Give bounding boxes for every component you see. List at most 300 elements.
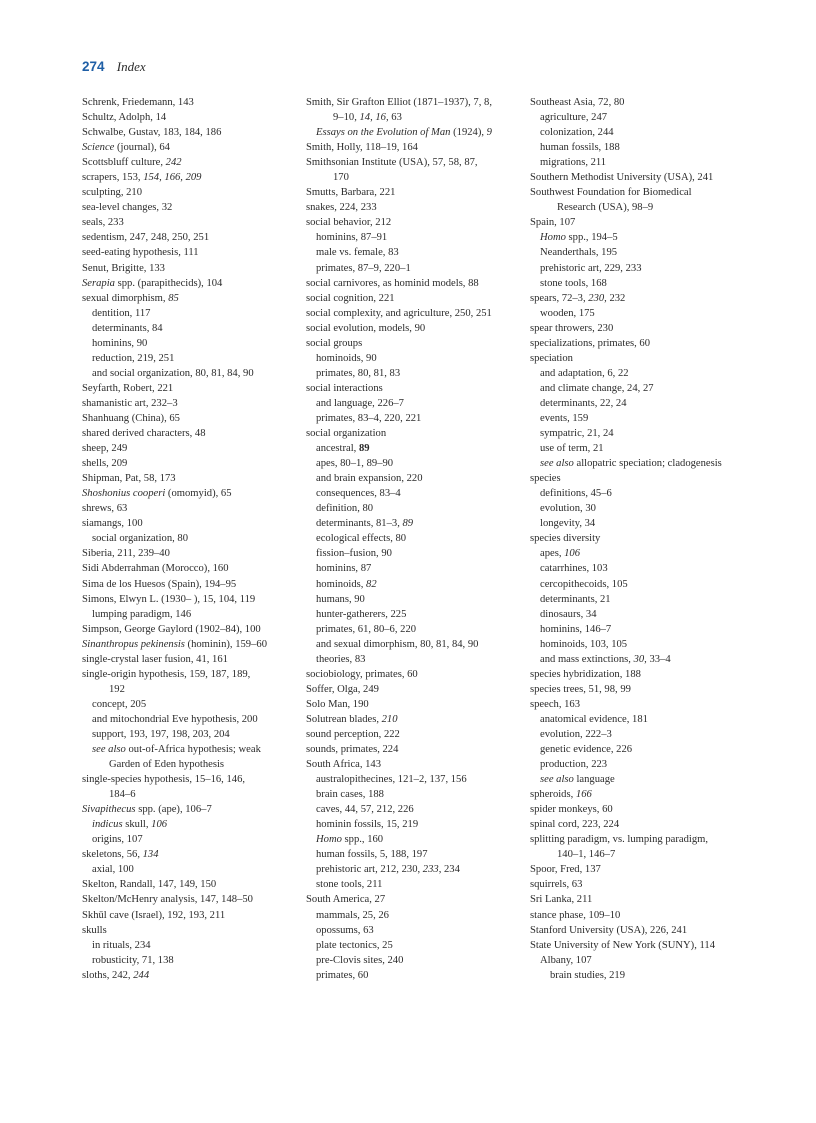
index-entry-text: 230,	[588, 292, 607, 304]
index-entry-text: species trees, 51, 98, 99	[530, 683, 631, 695]
index-entry	[306, 245, 520, 260]
index-entry	[530, 411, 770, 426]
index-entry-text: Smithsonian Institute (USA), 57, 58, 87,	[306, 157, 478, 169]
index-entry	[82, 787, 292, 802]
index-entry-text: social behavior, 212	[306, 217, 392, 229]
index-entry-text: anatomical evidence, 181	[540, 713, 648, 725]
index-entry	[306, 456, 520, 471]
index-entry-text: spp., 194–5	[565, 232, 618, 244]
index-entry-text: specializations, primates, 60	[530, 337, 651, 349]
index-entry-text: opossums, 63	[316, 924, 374, 936]
index-entry	[306, 712, 520, 727]
index-entry-text: Sidi Abderrahman (Morocco), 160	[82, 563, 229, 575]
index-entry-text: Shipman, Pat, 58, 173	[82, 473, 176, 485]
index-entry-text: hominoids, 103, 105	[540, 638, 628, 650]
index-entry	[530, 291, 770, 306]
index-entry-text: agriculture, 247	[540, 112, 608, 124]
index-entry	[82, 697, 292, 712]
index-entry-text: dinosaurs, 34	[540, 608, 597, 620]
index-entry-text: Skhūl cave (Israel), 192, 193, 211	[82, 909, 226, 921]
index-entry-text: primates, 80, 81, 83	[316, 367, 401, 379]
index-entry	[530, 892, 770, 907]
index-entry-text: Schultz, Adolph, 14	[82, 112, 167, 124]
index-entry-text: Smutts, Barbara, 221	[306, 187, 396, 199]
index-entry	[82, 832, 292, 847]
index-entry-text: Southern Methodist University (USA), 241	[530, 172, 714, 184]
index-entry	[530, 546, 770, 561]
index-entry-text: spp. (ape), 106–7	[135, 804, 212, 816]
index-entry-text: hunter-gatherers, 225	[316, 608, 407, 620]
index-entry-text: Neanderthals, 195	[540, 247, 618, 259]
index-entry	[82, 321, 292, 336]
index-entry-text: indicus	[92, 819, 123, 831]
index-entry-text: Siberia, 211, 239–40	[82, 548, 170, 560]
index-entry-text: social organization, 80	[92, 533, 189, 545]
index-entry-text: ancestral,	[316, 443, 359, 455]
index-entry	[530, 306, 770, 321]
index-entry	[530, 486, 770, 501]
index-entry-text: sculpting, 210	[82, 187, 143, 199]
index-entry-text: siamangs, 100	[82, 518, 143, 530]
index-entry-text: definitions, 45–6	[540, 488, 612, 500]
index-entry-text: and sexual dimorphism, 80, 81, 84, 90	[316, 638, 479, 650]
index-entry	[530, 561, 770, 576]
running-title: Index	[116, 59, 146, 74]
index-entry	[530, 802, 770, 817]
index-entry-text: stance phase, 109–10	[530, 909, 621, 921]
index-entry	[306, 772, 520, 787]
index-entry	[530, 742, 770, 757]
index-entry	[530, 125, 770, 140]
index-entry-text: sociobiology, primates, 60	[306, 668, 418, 680]
index-entry-text: plate tectonics, 25	[316, 939, 393, 951]
index-entry	[82, 757, 292, 772]
index-entry-text: longevity, 34	[540, 518, 596, 530]
index-entry	[530, 366, 770, 381]
index-entry	[530, 531, 770, 546]
index-entry	[530, 968, 770, 983]
index-entry-text: species	[530, 473, 561, 485]
index-entry-text: speech, 163	[530, 698, 581, 710]
index-entry-text: hominin fossils, 15, 219	[316, 819, 419, 831]
index-entry-text: social complexity, and agriculture, 250, 251	[306, 307, 492, 319]
index-entry	[306, 622, 520, 637]
index-entry-text: mammals, 25, 26	[316, 909, 389, 921]
index-entry	[306, 95, 520, 110]
index-entry-text: hominins, 90	[92, 337, 148, 349]
index-entry-text: and adaptation, 6, 22	[540, 367, 629, 379]
index-entry-text: and brain expansion, 220	[316, 473, 423, 485]
index-entry	[530, 381, 770, 396]
index-entry	[82, 802, 292, 817]
index-entry-text: squirrels, 63	[530, 879, 583, 891]
index-entry-text: 192	[109, 683, 125, 695]
index-entry-text: hominins, 146–7	[540, 623, 612, 635]
index-entry	[82, 336, 292, 351]
index-entry	[306, 125, 520, 140]
index-entry	[530, 637, 770, 652]
index-entry	[82, 637, 292, 652]
index-entry	[306, 742, 520, 757]
index-entry-text: spp. (parapithecids), 104	[114, 277, 223, 289]
index-entry	[306, 486, 520, 501]
index-entry	[306, 321, 520, 336]
index-entry	[82, 140, 292, 155]
index-entry-text: Skelton/McHenry analysis, 147, 148–50	[82, 894, 253, 906]
index-entry-text: social evolution, models, 90	[306, 322, 426, 334]
index-entry	[530, 321, 770, 336]
index-entry-text: Soffer, Olga, 249	[306, 683, 379, 695]
index-entry	[306, 261, 520, 276]
index-entry	[82, 622, 292, 637]
index-entry-text: stone tools, 211	[316, 879, 383, 891]
index-entry-text: Southwest Foundation for Biomedical	[530, 187, 692, 199]
index-entry-text: events, 159	[540, 412, 589, 424]
index-entry	[306, 351, 520, 366]
index-entry	[306, 185, 520, 200]
index-entry-text: evolution, 222–3	[540, 728, 612, 740]
index-entry-text: 9–10,	[333, 112, 360, 124]
index-entry	[306, 817, 520, 832]
index-entry-text: Homo	[316, 834, 342, 846]
index-entry-text: lumping paradigm, 146	[92, 608, 192, 620]
index-entry	[82, 923, 292, 938]
index-entry	[306, 637, 520, 652]
index-entry	[306, 561, 520, 576]
index-entry	[306, 546, 520, 561]
index-entry-text: sloths, 242,	[82, 969, 134, 981]
index-entry-text: skeletons, 56,	[82, 849, 143, 861]
index-entry	[530, 95, 770, 110]
index-entry-text: single-species hypothesis, 15–16, 146,	[82, 774, 246, 786]
index-entry	[530, 727, 770, 742]
index-entry-text: spinal cord, 223, 224	[530, 819, 620, 831]
index-entry-text: sounds, primates, 224	[306, 744, 399, 756]
index-entry-text: and climate change, 24, 27	[540, 382, 654, 394]
index-entry	[306, 170, 520, 185]
index-entry-text: use of term, 21	[540, 443, 604, 455]
index-entry	[82, 546, 292, 561]
index-entry-text: 233	[422, 864, 439, 876]
index-entry	[82, 261, 292, 276]
index-entry-text: snakes, 224, 233	[306, 202, 377, 214]
index-entry-text: theories, 83	[316, 653, 366, 665]
index-entry-text: hominoids,	[316, 578, 367, 590]
index-entry	[306, 607, 520, 622]
index-entry	[530, 622, 770, 637]
index-entry	[82, 561, 292, 576]
index-entry	[306, 381, 520, 396]
index-entry	[82, 291, 292, 306]
index-entry-text: determinants, 81–3,	[316, 518, 403, 530]
index-entry-text: production, 223	[540, 759, 608, 771]
index-entry	[306, 215, 520, 230]
index-entry	[530, 817, 770, 832]
index-column-1	[82, 95, 292, 983]
index-entry	[82, 426, 292, 441]
index-entry	[530, 757, 770, 772]
index-entry	[530, 426, 770, 441]
index-entry	[82, 396, 292, 411]
index-entry	[82, 366, 292, 381]
index-entry-text: 232	[606, 292, 626, 304]
index-entry-text: sheep, 249	[82, 443, 128, 455]
index-entry	[306, 110, 520, 125]
index-entry-text: spider monkeys, 60	[530, 804, 613, 816]
index-entry	[306, 396, 520, 411]
index-entry-text: genetic evidence, 226	[540, 744, 633, 756]
index-entry-text: and language, 226–7	[316, 397, 404, 409]
index-entry-text: apes, 80–1, 89–90	[316, 458, 394, 470]
index-entry	[530, 697, 770, 712]
index-entry-text: sympatric, 21, 24	[540, 428, 614, 440]
index-entry-text: Southeast Asia, 72, 80	[530, 97, 625, 108]
index-entry-text: Homo	[540, 232, 566, 244]
index-entry-text: seed-eating hypothesis, 111	[82, 247, 199, 259]
index-entry	[530, 652, 770, 667]
index-entry	[306, 847, 520, 862]
index-entry-text: and social organization, 80, 81, 84, 90	[92, 367, 254, 379]
index-entry-text: Smith, Holly, 118–19, 164	[306, 142, 418, 154]
index-entry	[530, 712, 770, 727]
index-entry	[530, 351, 770, 366]
index-entry	[82, 847, 292, 862]
index-entry	[306, 501, 520, 516]
index-entry-text: Garden of Eden hypothesis	[109, 759, 225, 771]
index-entry-text: 106	[151, 819, 168, 831]
index-entry-text: prehistoric art, 229, 233	[540, 262, 642, 274]
index-entry-text: migrations, 211	[540, 157, 607, 169]
index-entry-text: 154, 166, 209	[143, 172, 202, 184]
index-entry	[530, 772, 770, 787]
index-entry	[530, 396, 770, 411]
index-entry-text: 14, 16,	[359, 112, 389, 124]
index-entry-text: 134	[142, 849, 159, 861]
index-entry	[530, 516, 770, 531]
index-entry	[530, 832, 770, 847]
index-entry	[530, 607, 770, 622]
index-entry-text: Seyfarth, Robert, 221	[82, 382, 174, 394]
index-entry-text: Essays on the Evolution of Man	[316, 127, 451, 139]
index-entry	[82, 516, 292, 531]
index-entry-text: language	[573, 774, 615, 786]
index-entry	[82, 742, 292, 757]
index-entry	[82, 968, 292, 983]
index-entry	[530, 230, 770, 245]
index-entry	[306, 652, 520, 667]
index-entry-text: Shoshonius cooperi	[82, 488, 166, 500]
index-entry	[82, 185, 292, 200]
index-entry	[82, 652, 292, 667]
index-entry-text: 106	[564, 548, 581, 560]
index-entry	[530, 336, 770, 351]
index-entry-text: South America, 27	[306, 894, 386, 906]
index-entry-text: Stanford University (USA), 226, 241	[530, 924, 688, 936]
index-entry-text: social organization	[306, 428, 387, 440]
index-entry	[306, 155, 520, 170]
index-entry	[82, 381, 292, 396]
index-entry	[530, 170, 770, 185]
index-entry-text: human fossils, 5, 188, 197	[316, 849, 428, 861]
index-entry-text: robusticity, 71, 138	[92, 954, 174, 966]
index-entry	[82, 471, 292, 486]
index-entry-text: Science	[82, 142, 115, 154]
index-entry-text: prehistoric art, 212, 230,	[316, 864, 423, 876]
index-entry-text: sexual dimorphism,	[82, 292, 169, 304]
index-entry-text: allopatric speciation; cladogenesis	[573, 458, 722, 470]
index-entry	[306, 802, 520, 817]
index-entry-text: sea-level changes, 32	[82, 202, 173, 214]
index-entry-text: Serapia	[82, 277, 115, 289]
index-entry	[306, 892, 520, 907]
index-entry-text: (hominin), 159–60	[184, 638, 267, 650]
index-entry	[82, 170, 292, 185]
index-entry	[530, 592, 770, 607]
index-entry	[82, 667, 292, 682]
index-entry	[82, 862, 292, 877]
index-entry-text: 9	[486, 127, 492, 139]
index-column-2	[306, 95, 520, 983]
index-entry	[306, 667, 520, 682]
index-entry	[82, 95, 292, 110]
index-entry-text: primates, 60	[316, 969, 369, 981]
index-entry-text: Sivapithecus	[82, 804, 136, 816]
index-entry	[82, 953, 292, 968]
index-entry	[306, 923, 520, 938]
index-entry	[306, 426, 520, 441]
index-entry-text: Schrenk, Friedemann, 143	[82, 97, 194, 108]
page-number: 274	[82, 59, 105, 74]
index-entry	[82, 125, 292, 140]
index-entry	[530, 215, 770, 230]
index-entry	[306, 953, 520, 968]
index-entry	[306, 230, 520, 245]
index-entry	[306, 862, 520, 877]
index-entry-text: species hybridization, 188	[530, 668, 641, 680]
index-entry	[530, 908, 770, 923]
index-entry	[306, 787, 520, 802]
index-entry-text: primates, 83–4, 220, 221	[316, 412, 422, 424]
index-entry-text: scrapers, 153,	[82, 172, 144, 184]
index-entry-text: brain studies, 219	[550, 969, 626, 981]
index-entry	[82, 908, 292, 923]
index-entry	[530, 471, 770, 486]
index-entry-text: Senut, Brigitte, 133	[82, 262, 165, 274]
index-entry-text: 244	[133, 969, 150, 981]
index-entry-text: reduction, 219, 251	[92, 352, 175, 364]
index-entry-text: colonization, 244	[540, 127, 614, 139]
index-entry	[82, 351, 292, 366]
index-entry-text: Solutrean blades,	[306, 713, 382, 725]
index-entry	[306, 471, 520, 486]
index-entry-text: seals, 233	[82, 217, 124, 229]
index-entry	[306, 908, 520, 923]
index-entry-text: species diversity	[530, 533, 601, 545]
index-entry-text: 140–1, 146–7	[557, 849, 616, 861]
index-entry	[82, 230, 292, 245]
index-entry-text: sedentism, 247, 248, 250, 251	[82, 232, 210, 244]
index-entry-text: 33–4	[646, 653, 671, 665]
index-entry-text: Simons, Elwyn L. (1930– ), 15, 104, 119	[82, 593, 256, 605]
index-entry-text: (omomyid), 65	[165, 488, 232, 500]
index-entry	[530, 441, 770, 456]
index-entry	[82, 245, 292, 260]
index-entry	[530, 787, 770, 802]
index-entry-text: spear throwers, 230	[530, 322, 614, 334]
index-entry-text: male vs. female, 83	[316, 247, 399, 259]
index-entry-text: Scottsbluff culture,	[82, 157, 166, 169]
index-entry	[82, 727, 292, 742]
index-entry-text: in rituals, 234	[92, 939, 151, 951]
index-entry-text: dentition, 117	[92, 307, 151, 319]
index-entry-text: single-origin hypothesis, 159, 187, 189,	[82, 668, 251, 680]
index-entry-text: caves, 44, 57, 212, 226	[316, 804, 414, 816]
index-entry-text: 89	[402, 518, 414, 530]
index-entry	[82, 772, 292, 787]
index-entry-text: shamanistic art, 232–3	[82, 397, 178, 409]
index-entry-text: Spain, 107	[530, 217, 576, 229]
index-entry-text: , 234	[438, 864, 460, 876]
index-entry	[530, 847, 770, 862]
index-entry	[82, 441, 292, 456]
index-entry	[306, 336, 520, 351]
index-entry-text: social groups	[306, 337, 363, 349]
index-entry	[82, 486, 292, 501]
index-entry-text: Solo Man, 190	[306, 698, 369, 710]
index-entry-text: 30,	[633, 653, 647, 665]
index-entry-text: brain cases, 188	[316, 789, 384, 801]
index-entry	[530, 185, 770, 200]
index-entry-text: catarrhines, 103	[540, 563, 608, 575]
index-entry-text: skull,	[122, 819, 152, 831]
index-entry	[530, 245, 770, 260]
index-entry	[82, 531, 292, 546]
index-entry	[530, 938, 770, 953]
index-entry	[82, 877, 292, 892]
index-entry	[82, 592, 292, 607]
index-entry-text: spp., 160	[341, 834, 384, 846]
index-entry	[530, 667, 770, 682]
index-entry	[82, 712, 292, 727]
index-entry	[82, 577, 292, 592]
index-entry-text: humans, 90	[316, 593, 365, 605]
index-entry	[82, 200, 292, 215]
index-entry-text: Sima de los Huesos (Spain), 194–95	[82, 578, 237, 590]
index-entry-text: primates, 61, 80–6, 220	[316, 623, 417, 635]
index-entry	[530, 501, 770, 516]
index-entry-text: (1924),	[450, 127, 487, 139]
index-entry-text: origins, 107	[92, 834, 143, 846]
index-entry	[530, 862, 770, 877]
index-entry	[82, 817, 292, 832]
index-entry-text: primates, 87–9, 220–1	[316, 262, 411, 274]
index-entry	[530, 953, 770, 968]
index-entry	[530, 200, 770, 215]
index-entry	[306, 441, 520, 456]
index-entry-text: single-crystal laser fusion, 41, 161	[82, 653, 228, 665]
index-entry-text: stone tools, 168	[540, 277, 607, 289]
index-entry-text: determinants, 21	[540, 593, 611, 605]
index-entry-text: splitting paradigm, vs. lumping paradigm,	[530, 834, 709, 846]
index-entry	[530, 276, 770, 291]
index-entry	[306, 727, 520, 742]
index-entry-text: hominins, 87	[316, 563, 372, 575]
index-entry	[82, 155, 292, 170]
index-entry-text: determinants, 84	[92, 322, 163, 334]
index-entry-text: Sri Lanka, 211	[530, 894, 593, 906]
index-entry	[530, 140, 770, 155]
index-entry	[306, 366, 520, 381]
